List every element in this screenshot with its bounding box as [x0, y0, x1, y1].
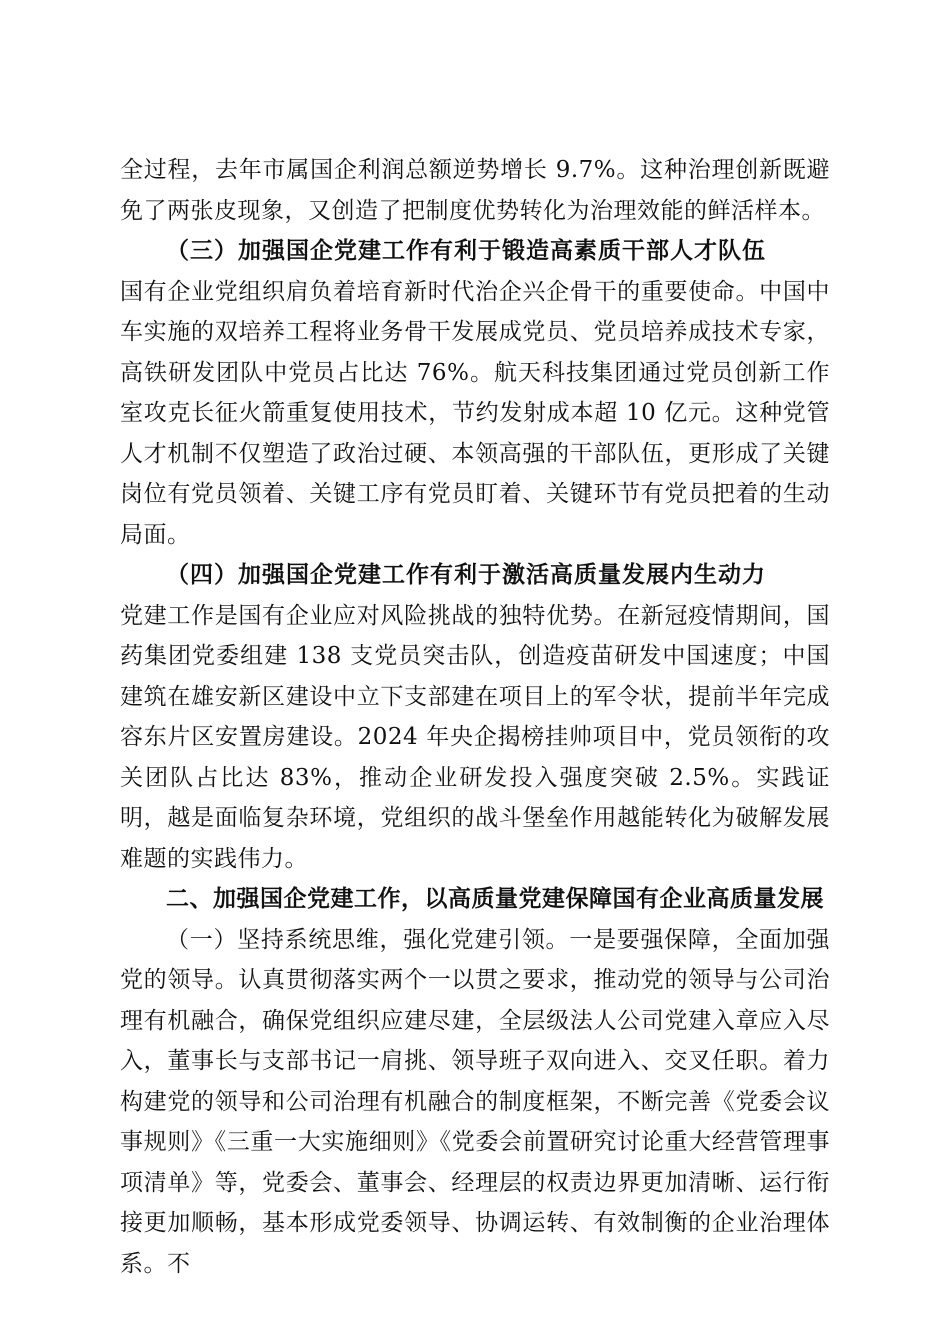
- section-heading-2: 二、加强国企党建工作，以高质量党建保障国有企业高质量发展: [166, 885, 824, 912]
- subheading-section-3: （三）加强国企党建工作有利于锻造高素质干部人才队伍: [166, 237, 766, 264]
- body-paragraph: （一）坚持系统思维，强化党建引领。一是要强保障，全面加强党的领导。认真贯彻落实两个一以贯之要求，推动党的领导与公司治理有机融合，确保党组织应建尽建，全层级法人公司党建入章应入尽入，董事长与支部书记一肩挑、领导班子双向进入、交叉任职。着力构建党的领导和公司治理有机融合的制度框架，不断完善《党委会议事规则》《三重一大实施细则》《党委会前置研究讨论重大经营管理事项清单》等，党委会、董事会、经理层的权责边界更加清晰、运行衔接更加顺畅，基本形成党委领导、协调运转、有效制衡的企业治理体系。不: [120, 926, 830, 1277]
- body-paragraph: 国有企业党组织肩负着培育新时代治企兴企骨干的重要使命。中国中车实施的双培养工程将业务骨干发展成党员、党员培养成技术专家，高铁研发团队中党员占比达 76%。航天科技集团通过党员创新工作室攻克长征火箭重复使用技术，节约发射成本超 10 亿元。这种党管人才机制不仅塑造了政治过硬、本领高强的干部队伍，更形成了关键岗位有党员领着、关键工序有党员盯着、关键环节有党员把着的生动局面。: [120, 278, 830, 548]
- document-body: [120, 150, 830, 1284]
- body-paragraph-continued: 全过程，去年市属国企利润总额逆势增长 9.7%。这种治理创新既避免了两张皮现象，又创造了把制度优势转化为治理效能的鲜活样本。: [120, 157, 830, 224]
- subheading-section-4: （四）加强国企党建工作有利于激活高质量发展内生动力: [166, 561, 766, 588]
- body-paragraph: 党建工作是国有企业应对风险挑战的独特优势。在新冠疫情期间，国药集团党委组建 138 支党员突击队，创造疫苗研发中国速度；中国建筑在雄安新区建设中立下支部建在项目上的军令状，提前半年完成容东片区安置房建设。2024 年央企揭榜挂帅项目中，党员领衔的攻关团队占比达 83%，推动企业研发投入强度突破 2.5%。实践证明，越是面临复杂环境，党组织的战斗堡垒作用越能转化为破解发展难题的实践伟力。: [120, 602, 830, 872]
